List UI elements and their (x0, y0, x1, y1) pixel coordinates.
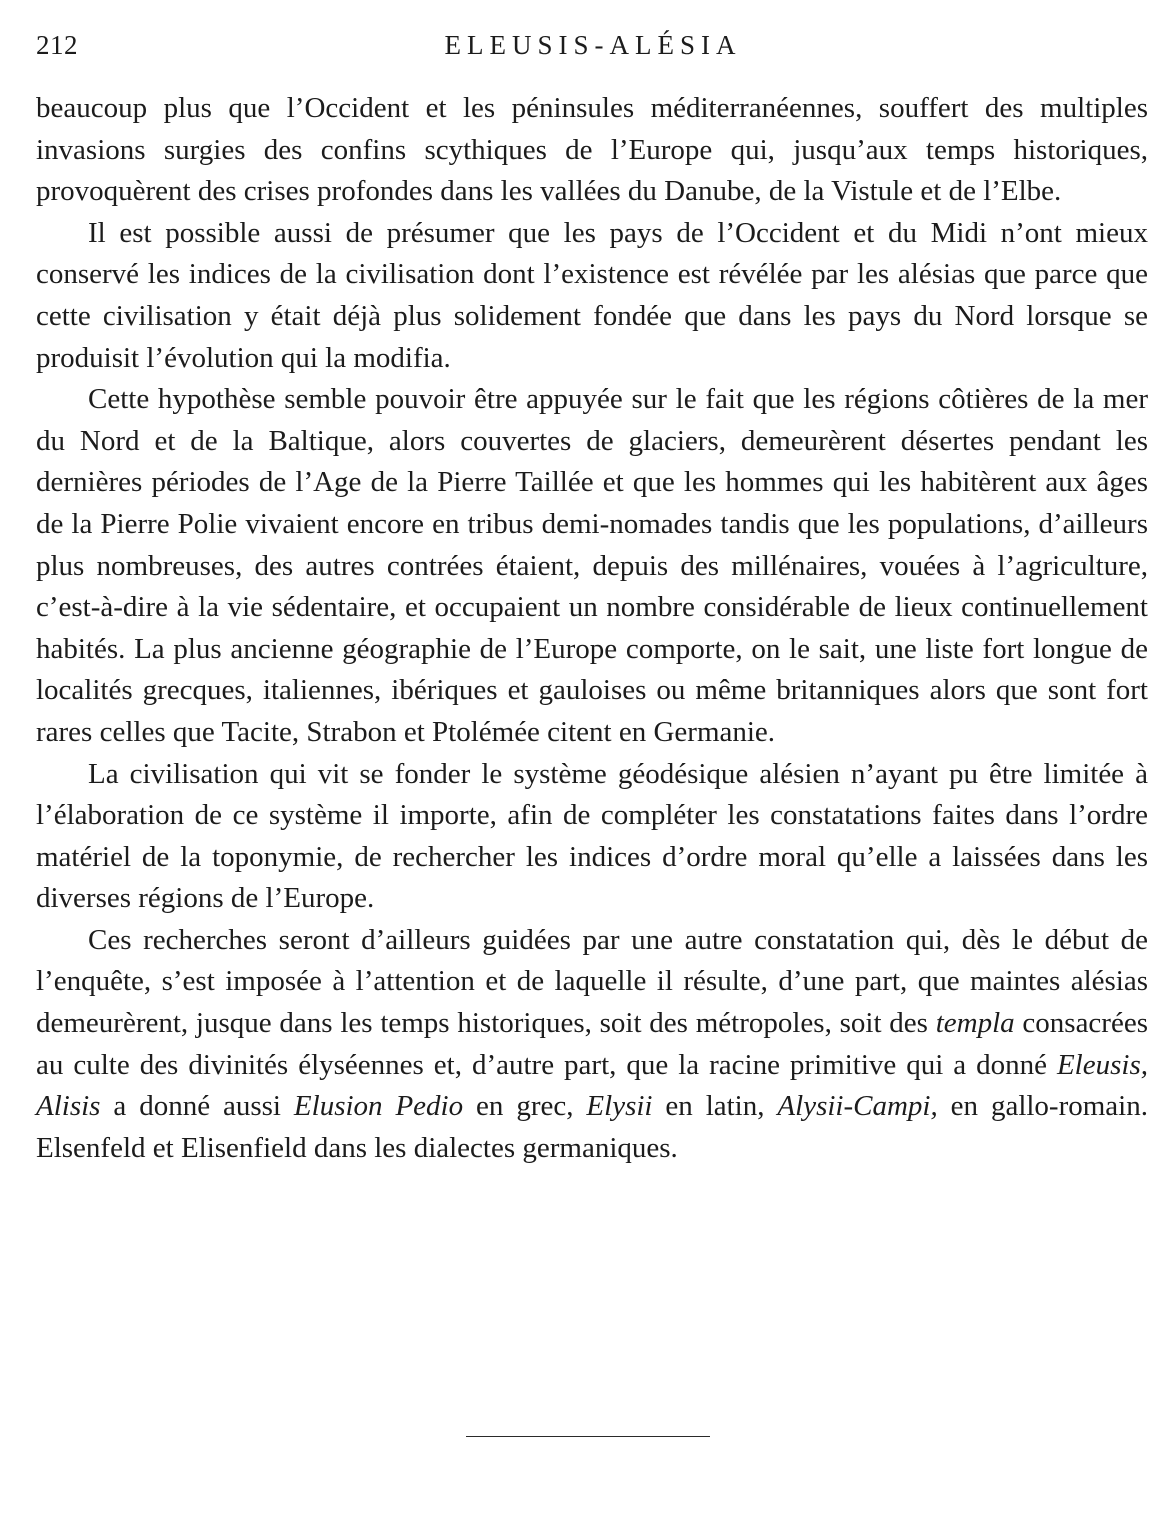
paragraph-5-text-c: a donné aussi (100, 1090, 294, 1123)
paragraph-5-text-d: en grec, (463, 1090, 587, 1123)
italic-term-alysii-campi: Alysii-Campi, (777, 1090, 938, 1123)
paragraph-5-text-b: consacrées au culte des divinités élyséennes et, d’autre part, que la racine primitive qui a donné (36, 1007, 1148, 1081)
paragraph-4: La civilisation qui vit se fonder le système géodésique alésien n’ayant pu être limitée à l’élaboration de ce système il importe, afin de compléter les constatations faites dans l’ordre matériel de la toponymie, de rechercher les indices d’ordre moral qu’elle a laissées dans les diverses régions de l’Europe. (36, 757, 1148, 915)
paragraph-1: beaucoup plus que l’Occident et les péninsules méditerranéennes, souffert des multiples invasions surgies des confins scythiques de l’Europe qui, jusqu’aux temps historiques, provoquèrent des crises profondes dans les vallées du Danube, de la Vistule et de l’Elbe. (36, 92, 1148, 208)
italic-term-elysii: Elysii (586, 1090, 653, 1123)
body-text (36, 88, 1148, 1169)
page-number: 212 (36, 30, 78, 60)
paragraph-5-text-a: Ces recherches seront d’ailleurs guidées par une autre constatation qui, dès le début de l’enquête, s’est imposée à l’attention et de laquelle il résulte, d’une part, que maintes alésias demeurèrent, jusque dans les temps historiques, soit des métropoles, soit des (36, 923, 1148, 1040)
italic-term-templa: templa (935, 1007, 1015, 1040)
paragraph-5-text-e: en latin, (652, 1090, 778, 1123)
section-end-rule (466, 1436, 710, 1437)
paragraph-3: Cette hypothèse semble pouvoir être appuyée sur le fait que les régions côtières de la mer du Nord et de la Baltique, alors couvertes de glaciers, demeurèrent désertes pendant les dernières périodes de l’Age de la Pierre Taillée et que les hommes qui les habitèrent aux âges de la Pierre Polie vivaient encore en tribus demi-nomades tandis que les populations, d’ailleurs plus nombreuses, des autres contrées étaient, depuis des millénaires, vouées à l’agriculture, c’est-à-dire à la vie sédentaire, et occupaient un nombre considérable de lieux continuellement habités. La plus ancienne géographie de l’Europe comporte, on le sait, une liste fort longue de localités grecques, italiennes, ibériques et gauloises ou même britanniques alors que sont fort rares celles que Tacite, Strabon et Ptolémée citent en Germanie. (36, 383, 1148, 748)
italic-term-eleusis-alisis: Eleusis, Alisis (36, 1048, 1148, 1123)
running-title: ELEUSIS-ALÉSIA (444, 30, 742, 60)
italic-term-elusion-pedio: Elusion Pedio (293, 1090, 464, 1123)
paragraph-5 (36, 920, 1148, 1170)
paragraph-5-text-f: en gallo-romain. Elsenfeld et Elisenfield dans les dialectes germaniques. (36, 1090, 1148, 1164)
paragraph-2: Il est possible aussi de présumer que les pays de l’Occident et du Midi n’ont mieux conservé les indices de la civilisation dont l’existence est révélée par les alésias que parce que cette civilisation y était déjà plus solidement fondée que dans les pays du Nord lorsque se produisit l’évolution qui la modifia. (36, 216, 1148, 374)
